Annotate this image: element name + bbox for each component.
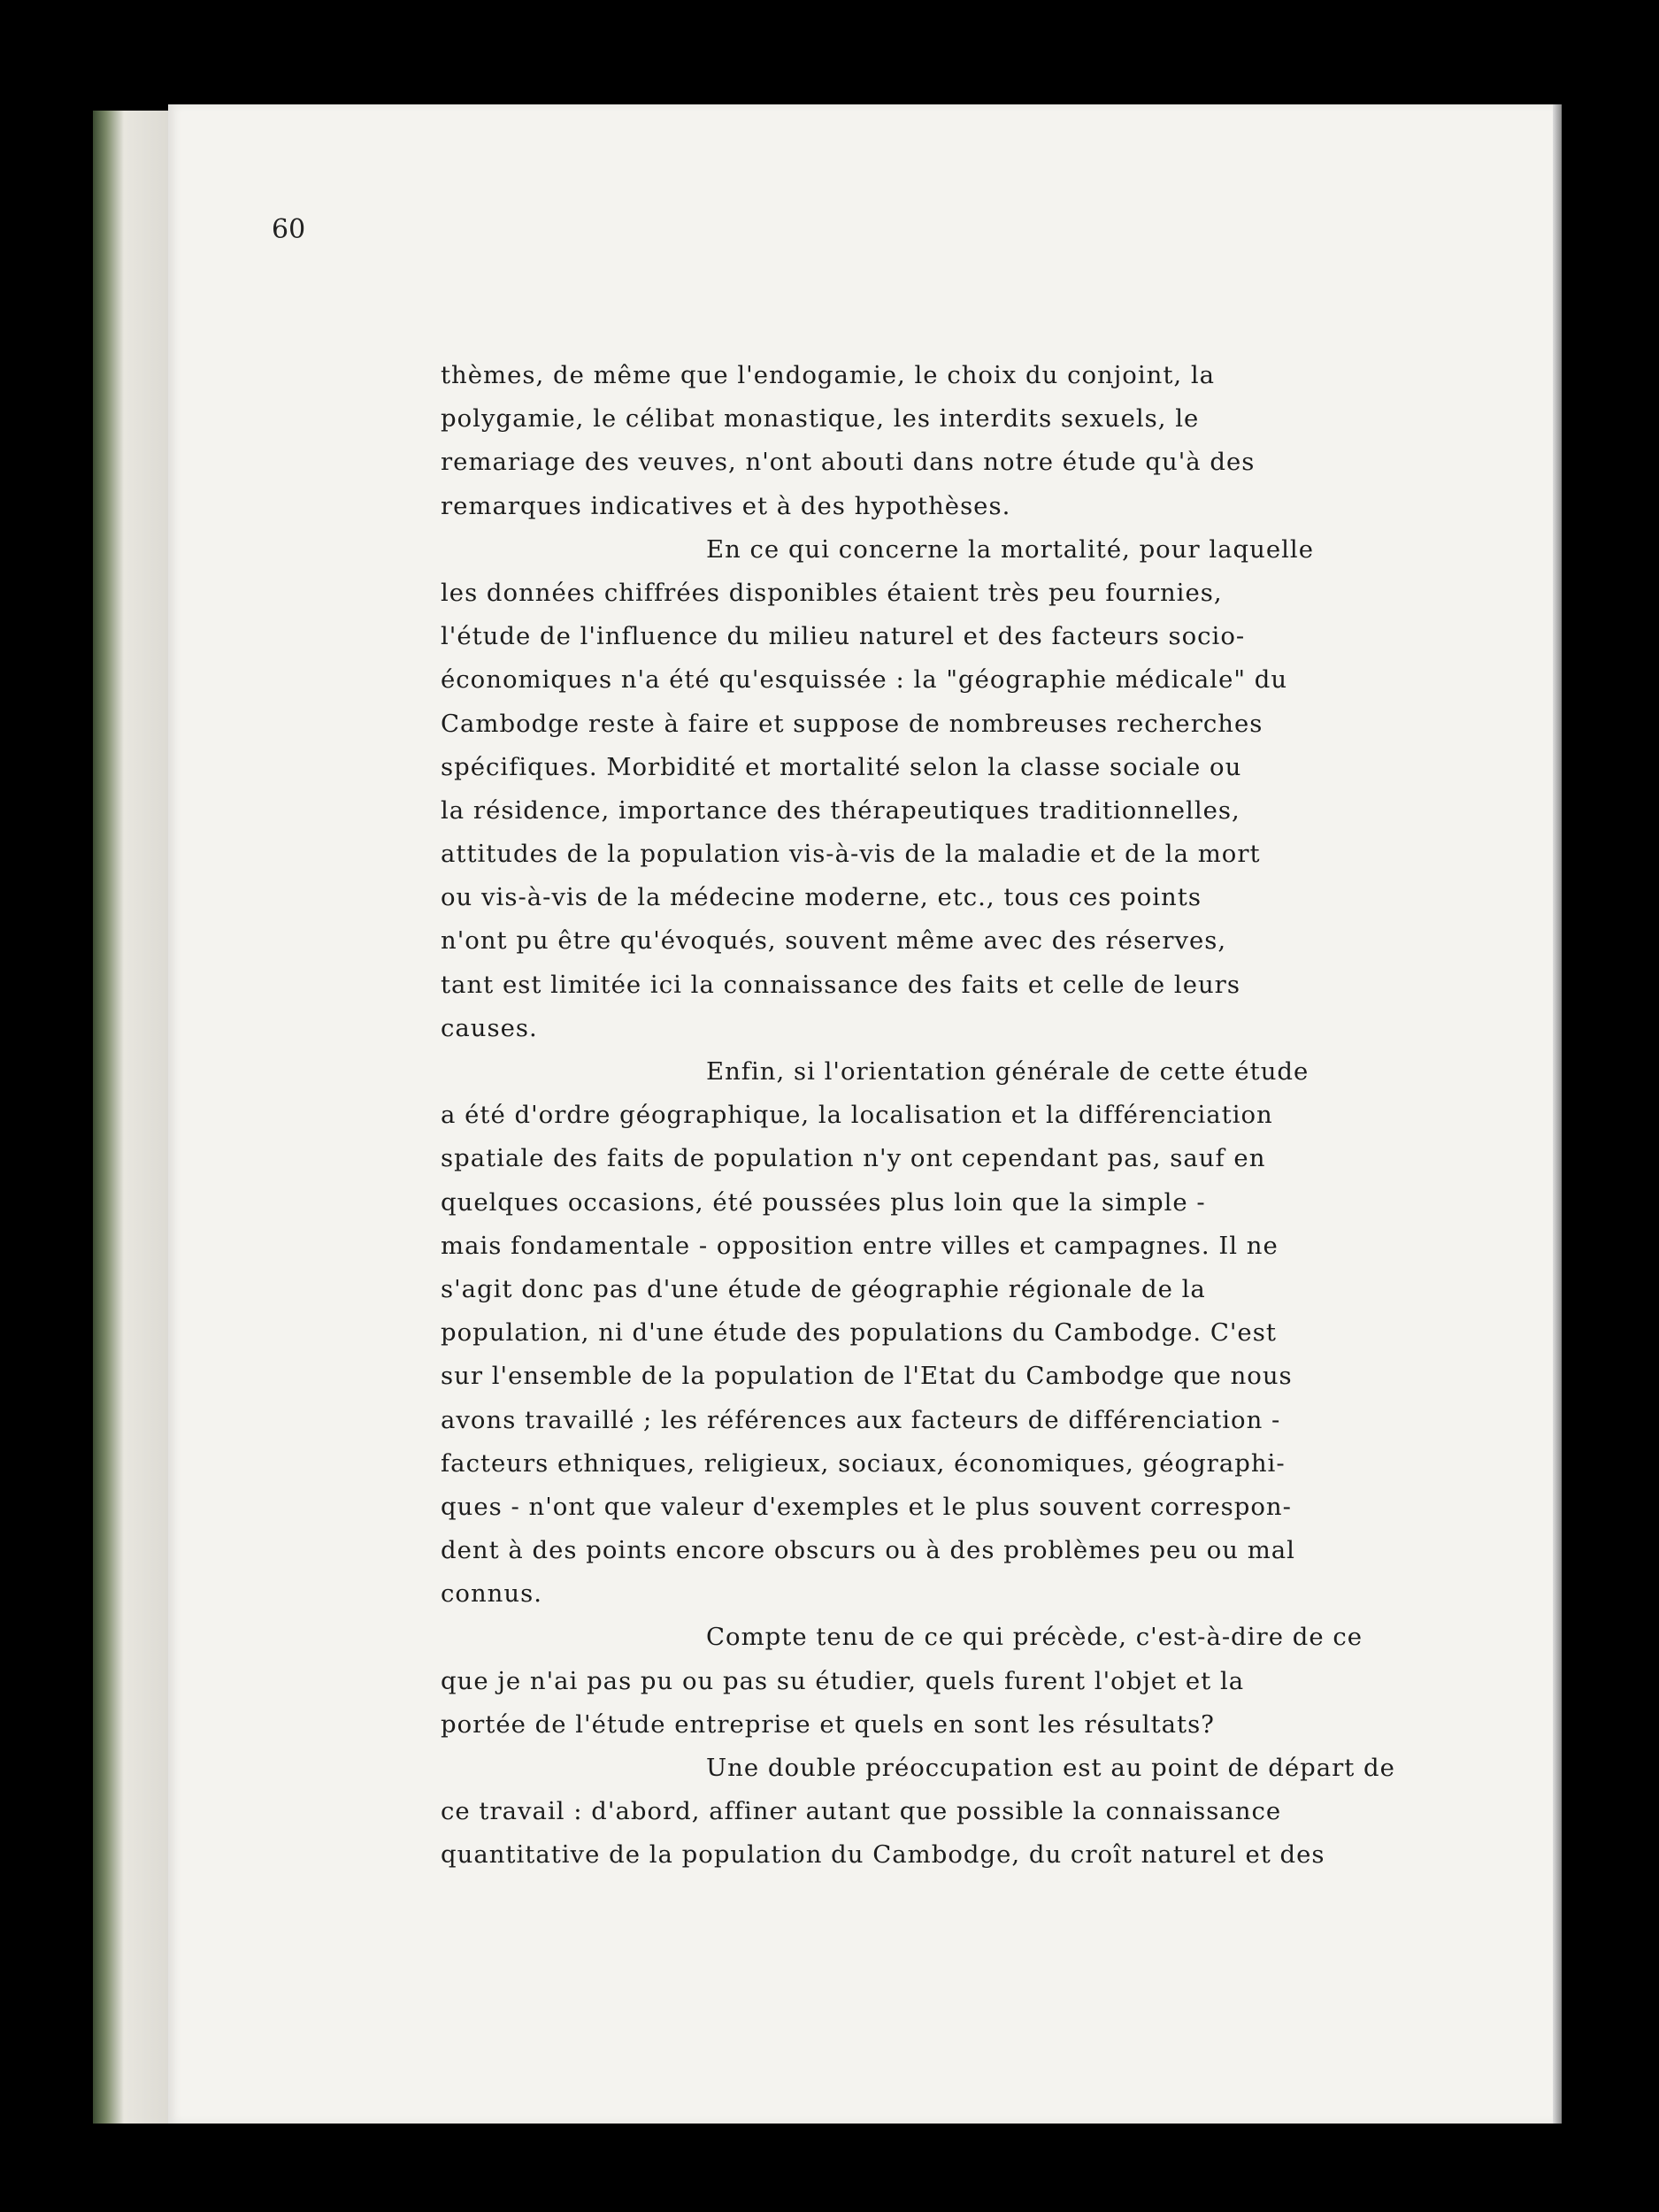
text-line: remariage des veuves, n'ont abouti dans notre étude qu'à des (441, 448, 1256, 477)
text-line: Compte tenu de ce qui précède, c'est-à-dire de ce (706, 1623, 1363, 1652)
text-line: l'étude de l'influence du milieu naturel et des facteurs socio- (441, 622, 1246, 651)
text-line: spécifiques. Morbidité et mortalité selon la classe sociale ou (441, 752, 1242, 781)
text-line: causes. (441, 1013, 538, 1042)
text-line: attitudes de la population vis-à-vis de la maladie et de la mort (441, 840, 1261, 869)
text-line: ce travail : d'abord, affiner autant que possible la connaissance (441, 1797, 1282, 1826)
text-line: les données chiffrées disponibles étaient très peu fournies, (441, 578, 1223, 607)
text-line: que je n'ai pas pu ou pas su étudier, quels furent l'objet et la (441, 1666, 1245, 1695)
page-number: 60 (272, 214, 306, 245)
text-line: connus. (441, 1579, 542, 1609)
text-line: ques - n'ont que valeur d'exemples et le plus souvent correspon- (441, 1492, 1292, 1521)
page-edge (1553, 104, 1562, 2124)
text-line: sur l'ensemble de la population de l'Etat du Cambodge que nous (441, 1362, 1293, 1391)
text-line: Enfin, si l'orientation générale de cette étude (706, 1057, 1310, 1086)
body-text (441, 354, 1476, 1878)
text-line: avons travaillé ; les références aux facteurs de différenciation - (441, 1405, 1281, 1434)
text-line: Une double préoccupation est au point de départ de (706, 1754, 1395, 1782)
text-line: thèmes, de même que l'endogamie, le choix du conjoint, la (441, 361, 1216, 389)
text-line: remarques indicatives et à des hypothèses. (441, 491, 1011, 520)
text-line: dent à des points encore obscurs ou à des problèmes peu ou mal (441, 1536, 1295, 1565)
text-line: a été d'ordre géographique, la localisation et la différenciation (441, 1101, 1273, 1130)
text-line: quantitative de la population du Cambodge, du croît naturel et des (441, 1840, 1325, 1870)
text-line: portée de l'étude entreprise et quels en sont les résultats? (441, 1709, 1215, 1739)
text-line: En ce qui concerne la mortalité, pour laquelle (706, 534, 1314, 564)
text-line: spatiale des faits de population n'y ont cependant pas, sauf en (441, 1144, 1266, 1173)
text-line: quelques occasions, été poussées plus loin que la simple - (441, 1187, 1206, 1217)
text-line: population, ni d'une étude des populations du Cambodge. C'est (441, 1318, 1277, 1348)
text-line: Cambodge reste à faire et suppose de nombreuses recherches (441, 709, 1263, 738)
text-line: n'ont pu être qu'évoqués, souvent même avec des réserves, (441, 926, 1227, 956)
text-line: facteurs ethniques, religieux, sociaux, économiques, géographi- (441, 1448, 1286, 1478)
text-line: tant est limitée ici la connaissance des faits et celle de leurs (441, 970, 1240, 999)
text-line: économiques n'a été qu'esquissée : la "géographie médicale" du (441, 665, 1288, 695)
text-line: polygamie, le célibat monastique, les interdits sexuels, le (441, 404, 1200, 434)
text-line: la résidence, importance des thérapeutiques traditionnelles, (441, 795, 1240, 825)
text-line: mais fondamentale - opposition entre villes et campagnes. Il ne (441, 1231, 1279, 1260)
text-line: ou vis-à-vis de la médecine moderne, etc., tous ces points (441, 883, 1202, 912)
text-line: s'agit donc pas d'une étude de géographie régionale de la (441, 1274, 1206, 1303)
